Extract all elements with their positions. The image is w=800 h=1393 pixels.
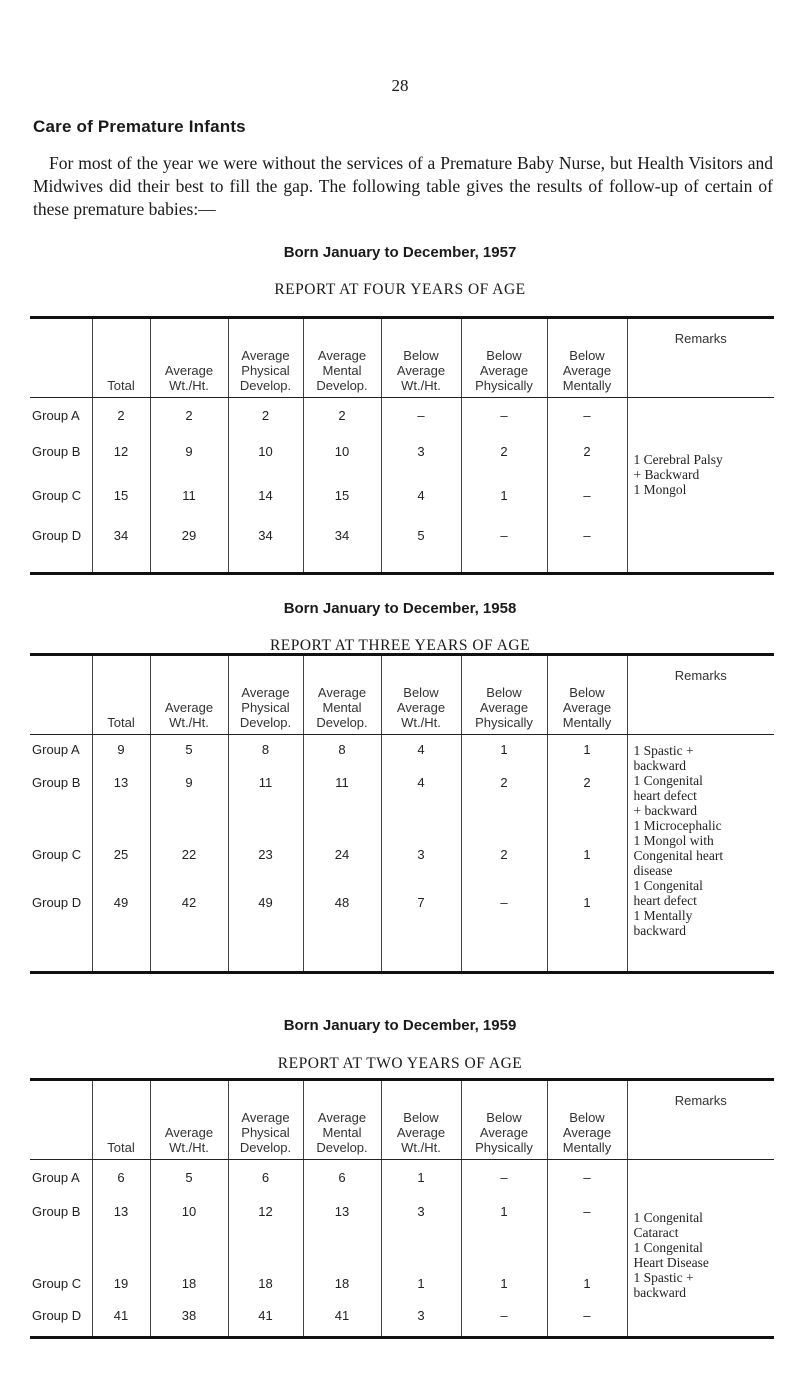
cell: 34 <box>303 524 381 574</box>
cell: 2 <box>461 440 547 482</box>
cell: 9 <box>150 775 228 847</box>
row-group-label: Group C <box>32 1275 82 1291</box>
cell: 13 <box>92 775 150 847</box>
table-3 <box>30 1078 774 1339</box>
remark-line: Congenital heart <box>633 848 724 863</box>
cell: – <box>547 482 627 524</box>
header-average-wt-ht: Average Wt./Ht. <box>150 655 228 735</box>
header-average-physical: Average Physical Develop. <box>228 655 303 735</box>
header-average-physical: Average Physical Develop. <box>228 1080 303 1160</box>
remarks-cell <box>627 735 774 973</box>
cell: 1 <box>547 735 627 775</box>
cell: 2 <box>228 398 303 440</box>
row-group-label: Group A <box>32 742 80 757</box>
cell: 41 <box>228 1308 303 1338</box>
header-total: Total <box>92 1080 150 1160</box>
cell: – <box>461 895 547 973</box>
cell: – <box>461 1160 547 1200</box>
cell: 5 <box>150 735 228 775</box>
cell: 34 <box>228 524 303 574</box>
cell: – <box>547 1308 627 1338</box>
cell: – <box>547 1160 627 1200</box>
cell: 11 <box>303 775 381 847</box>
cell: – <box>547 524 627 574</box>
cell: – <box>547 1200 627 1270</box>
header-below-physically: Below Average Physically <box>461 1080 547 1160</box>
cell: 1 <box>461 1270 547 1308</box>
cell: 2 <box>92 398 150 440</box>
remarks-cell <box>627 398 774 574</box>
header-average-wt-ht: Average Wt./Ht. <box>150 1080 228 1160</box>
cell: 13 <box>92 1200 150 1270</box>
cell: 15 <box>303 482 381 524</box>
cell: 41 <box>92 1308 150 1338</box>
cell: 12 <box>92 440 150 482</box>
cell: 3 <box>381 440 461 482</box>
cell: 3 <box>381 1308 461 1338</box>
cell: 1 <box>547 1270 627 1308</box>
header-below-mentally: Below Average Mentally <box>547 655 627 735</box>
remark-line: 1 Mongol with <box>633 833 714 848</box>
cell: 49 <box>92 895 150 973</box>
cell: 2 <box>461 847 547 895</box>
remark-line: disease <box>633 863 673 878</box>
cell: 18 <box>150 1270 228 1308</box>
header-remarks: Remarks <box>627 318 774 398</box>
remark-line: 1 Congenital <box>633 1210 703 1225</box>
remark-line: + Backward <box>633 467 700 482</box>
header-total: Total <box>92 655 150 735</box>
cell: – <box>461 524 547 574</box>
cell: 4 <box>381 775 461 847</box>
cell: 1 <box>547 847 627 895</box>
cell: – <box>461 1308 547 1338</box>
remark-line: 1 Spastic + <box>633 743 694 758</box>
row-group-label: Group B <box>32 443 81 459</box>
header-blank <box>30 318 92 398</box>
cell: 13 <box>303 1200 381 1270</box>
header-below-physically: Below Average Physically <box>461 318 547 398</box>
header-average-mental: Average Mental Develop. <box>303 318 381 398</box>
cell: 34 <box>92 524 150 574</box>
remark-line: heart defect <box>633 788 697 803</box>
cell: 10 <box>150 1200 228 1270</box>
remark-line: 1 Congenital <box>633 1240 703 1255</box>
table-1 <box>30 316 774 575</box>
cell: 15 <box>92 482 150 524</box>
cell: – <box>547 398 627 440</box>
cell: 3 <box>381 847 461 895</box>
row-group-label: Group A <box>32 1170 80 1185</box>
header-below-wt-ht: Below Average Wt./Ht. <box>381 1080 461 1160</box>
cell: 10 <box>303 440 381 482</box>
header-total: Total <box>92 318 150 398</box>
cell: 11 <box>228 775 303 847</box>
cell: 1 <box>547 895 627 973</box>
cell: 2 <box>461 775 547 847</box>
table-2-report-title: REPORT AT THREE YEARS OF AGE <box>269 637 531 654</box>
cell: 2 <box>303 398 381 440</box>
remark-line: backward <box>633 923 686 938</box>
remark-line: 1 Mongol <box>633 482 687 497</box>
remark-line: backward <box>633 758 686 773</box>
cell: 2 <box>547 775 627 847</box>
row-group-label: Group B <box>32 774 81 790</box>
header-below-wt-ht: Below Average Wt./Ht. <box>381 318 461 398</box>
cell: 49 <box>228 895 303 973</box>
remark-line: 1 Mentally <box>633 908 693 923</box>
header-average-mental: Average Mental Develop. <box>303 655 381 735</box>
cell: – <box>381 398 461 440</box>
header-average-physical: Average Physical Develop. <box>228 318 303 398</box>
page-number: 28 <box>391 76 409 95</box>
row-group-label: Group C <box>32 487 82 503</box>
cell: 2 <box>547 440 627 482</box>
cell: 3 <box>381 1200 461 1270</box>
table-2 <box>30 653 774 974</box>
cell: 2 <box>150 398 228 440</box>
row-group-label: Group D <box>32 894 82 910</box>
header-below-mentally: Below Average Mentally <box>547 318 627 398</box>
cell: 1 <box>461 1200 547 1270</box>
table-header-row <box>30 655 774 735</box>
cell: 8 <box>228 735 303 775</box>
header-below-wt-ht: Below Average Wt./Ht. <box>381 655 461 735</box>
cell: 4 <box>381 482 461 524</box>
row-group-label: Group A <box>32 408 80 423</box>
cell: 9 <box>150 440 228 482</box>
cell: 14 <box>228 482 303 524</box>
cell: 6 <box>303 1160 381 1200</box>
remark-line: 1 Congenital <box>633 773 703 788</box>
cell: 42 <box>150 895 228 973</box>
intro-paragraph: For most of the year we were without the services of a Premature Baby Nurse, but Health Visitors and Midwives did their best to fill the gap. The following table gives the results of follow-up of certain of these premature babies:— <box>33 153 773 219</box>
table-2-born-title: Born January to December, 1958 <box>283 600 517 617</box>
header-blank <box>30 655 92 735</box>
cell: 1 <box>461 482 547 524</box>
table-header-row <box>30 1080 774 1160</box>
cell: 38 <box>150 1308 228 1338</box>
row-group-label: Group C <box>32 846 82 862</box>
remark-line: heart defect <box>633 893 697 908</box>
cell: 18 <box>228 1270 303 1308</box>
cell: – <box>461 398 547 440</box>
cell: 10 <box>228 440 303 482</box>
cell: 6 <box>92 1160 150 1200</box>
remark-line: 1 Congenital <box>633 878 703 893</box>
cell: 1 <box>381 1160 461 1200</box>
cell: 25 <box>92 847 150 895</box>
table-row <box>30 735 774 775</box>
cell: 12 <box>228 1200 303 1270</box>
cell: 41 <box>303 1308 381 1338</box>
cell: 5 <box>381 524 461 574</box>
remarks-cell <box>627 1160 774 1338</box>
cell: 1 <box>461 735 547 775</box>
cell: 6 <box>228 1160 303 1200</box>
cell: 18 <box>303 1270 381 1308</box>
cell: 11 <box>150 482 228 524</box>
table-row <box>30 1160 774 1200</box>
cell: 19 <box>92 1270 150 1308</box>
cell: 4 <box>381 735 461 775</box>
header-remarks: Remarks <box>627 1080 774 1160</box>
header-remarks: Remarks <box>627 655 774 735</box>
row-group-label: Group D <box>32 1307 82 1323</box>
cell: 9 <box>92 735 150 775</box>
remark-line: backward <box>633 1285 686 1300</box>
row-group-label: Group D <box>32 527 82 543</box>
section-title: Care of Premature Infants <box>33 117 246 136</box>
cell: 48 <box>303 895 381 973</box>
header-average-mental: Average Mental Develop. <box>303 1080 381 1160</box>
row-group-label: Group B <box>32 1203 81 1219</box>
cell: 22 <box>150 847 228 895</box>
cell: 7 <box>381 895 461 973</box>
cell: 23 <box>228 847 303 895</box>
header-below-mentally: Below Average Mentally <box>547 1080 627 1160</box>
table-3-report-title: REPORT AT TWO YEARS OF AGE <box>277 1055 523 1072</box>
table-1-report-title: REPORT AT FOUR YEARS OF AGE <box>274 281 526 298</box>
cell: 24 <box>303 847 381 895</box>
remark-line: 1 Cerebral Palsy <box>633 452 723 467</box>
remark-line: Heart Disease <box>633 1255 709 1270</box>
cell: 29 <box>150 524 228 574</box>
remark-line: 1 Microcephalic <box>633 818 722 833</box>
remark-line: Cataract <box>633 1225 679 1240</box>
remark-line: 1 Spastic + <box>633 1270 694 1285</box>
header-average-wt-ht: Average Wt./Ht. <box>150 318 228 398</box>
cell: 5 <box>150 1160 228 1200</box>
cell: 8 <box>303 735 381 775</box>
header-below-physically: Below Average Physically <box>461 655 547 735</box>
header-blank <box>30 1080 92 1160</box>
table-header-row <box>30 318 774 398</box>
cell: 1 <box>381 1270 461 1308</box>
table-1-born-title: Born January to December, 1957 <box>283 244 517 261</box>
remark-line: + backward <box>633 803 697 818</box>
table-3-born-title: Born January to December, 1959 <box>283 1017 517 1034</box>
table-row <box>30 398 774 440</box>
